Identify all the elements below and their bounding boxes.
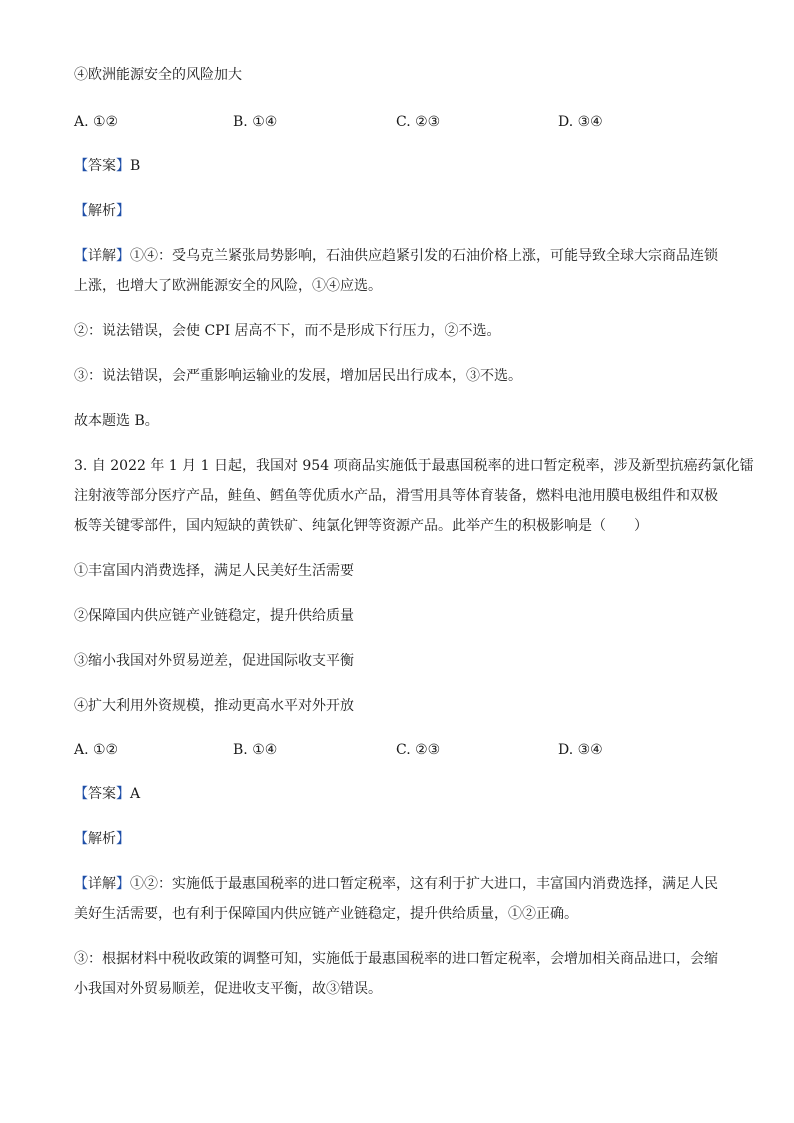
q2-point-2: ②：说法错误，会使 CPI 居高不下，而不是形成下行压力，②不选。 [74,323,501,339]
q2-option-c: C. ②③ [396,114,441,130]
q3-stem-line-3: 板等关键零部件，国内短缺的黄铁矿、纯氯化钾等资源产品。此举产生的积极影响是（ ） [74,518,648,534]
q2-option-b: B. ①④ [233,114,278,130]
q2-item-4: ④欧洲能源安全的风险加大 [74,67,242,83]
q3-item-4: ④扩大利用外资规模，推动更高水平对外开放 [74,698,354,714]
q3-detail-line-2: 美好生活需要，也有利于保障国内供应链产业链稳定，提升供给质量，①②正确。 [74,906,578,922]
q3-answer-value: A [130,786,141,802]
q3-point-3-line-1: ③：根据材料中税收政策的调整可知，实施低于最惠国税率的进口暂定税率，会增加相关商品进口，会缩 [74,951,718,967]
q3-option-a: A. ①② [74,742,119,758]
q3-stem-line-1: 3. 自 2022 年 1 月 1 日起，我国对 954 项商品实施低于最惠国税率的进口暂定税率，涉及新型抗癌药氯化镭 [74,458,754,474]
q3-item-1: ①丰富国内消费选择，满足人民美好生活需要 [74,563,354,579]
q2-answer-value: B [130,158,141,174]
q2-detail-label: 详解 [88,248,116,264]
q3-answer-label: 答案 [88,786,116,802]
q3-option-d: D. ③④ [558,742,603,758]
q3-answer: 【答案】A [74,786,141,802]
q3-detail-label: 详解 [88,876,116,892]
q2-analysis-heading: 【解析】 [74,203,130,219]
q3-stem-line-2: 注射液等部分医疗产品，鲑鱼、鳕鱼等优质水产品，滑雪用具等体育装备，燃料电池用膜电极组件和双极 [74,488,718,504]
q2-point-3: ③：说法错误，会严重影响运输业的发展，增加居民出行成本，③不选。 [74,368,522,384]
q3-detail-line-1: 【详解】①②：实施低于最惠国税率的进口暂定税率，这有利于扩大进口，丰富国内消费选择，满足人民 [74,876,718,892]
q2-options [74,112,726,132]
q3-point-3-line-2: 小我国对外贸易顺差，促进收支平衡，故③错误。 [74,981,382,997]
q2-option-d: D. ③④ [558,114,603,130]
q3-option-c: C. ②③ [396,742,441,758]
q2-option-a: A. ①② [74,114,119,130]
q2-detail-line-1: 【详解】①④：受乌克兰紧张局势影响，石油供应趋紧引发的石油价格上涨，可能导致全球大宗商品连锁 [74,248,718,264]
q2-answer: 【答案】B [74,158,141,174]
q2-answer-label: 答案 [88,158,116,174]
q3-item-2: ②保障国内供应链产业链稳定，提升供给质量 [74,608,354,624]
q3-analysis-heading: 【解析】 [74,831,130,847]
q2-detail-line-2: 上涨，也增大了欧洲能源安全的风险，①④应选。 [74,278,382,294]
q3-item-3: ③缩小我国对外贸易逆差，促进国际收支平衡 [74,653,354,669]
q2-conclusion: 故本题选 B。 [74,413,159,429]
q3-option-b: B. ①④ [233,742,278,758]
q3-options [74,740,726,760]
